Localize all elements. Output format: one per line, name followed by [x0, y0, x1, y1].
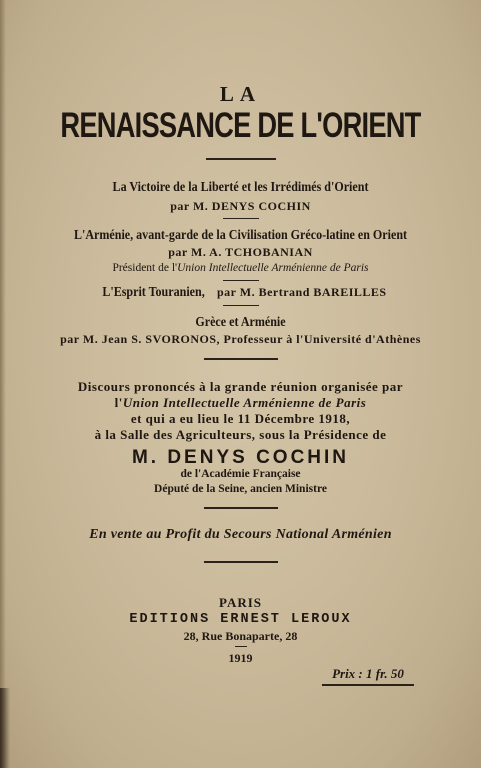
- main-title: RENAISSANCE DE L'ORIENT: [60, 106, 421, 145]
- year-dash: [235, 646, 247, 647]
- discours-line-2: l'Union Intellectuelle Arménienne de Paris: [114, 395, 367, 410]
- publisher-name: EDITIONS ERNEST LEROUX: [129, 612, 352, 627]
- publication-year: 1919: [228, 651, 253, 665]
- publisher-city: PARIS: [218, 595, 263, 610]
- contents-divider-1: [223, 218, 259, 219]
- contents-divider-3: [223, 305, 259, 306]
- sale-notice: En vente au Profit du Secours National Arménien: [89, 527, 392, 542]
- contents-4-title: Grèce et Arménie: [195, 315, 286, 330]
- discours-line-1: Discours prononcés à la grande réunion organisée par: [77, 379, 404, 394]
- contents-end-divider: [204, 358, 278, 360]
- contents-1-author: par M. DENYS COCHIN: [170, 199, 311, 213]
- discours-line-4: à la Salle des Agriculteurs, sous la Présidence de: [94, 427, 387, 442]
- contents-2-author: par M. A. TCHOBANIAN: [168, 245, 313, 259]
- president-depute: Député de la Seine, ancien Ministre: [154, 483, 327, 495]
- discours-divider: [204, 507, 278, 509]
- contents-2-role: Président de l'Union Intellectuelle Arménienne de Paris: [112, 262, 369, 274]
- price-label: Prix : 1 fr. 50: [322, 666, 414, 686]
- title-divider: [206, 158, 276, 160]
- publisher-address: 28, Rue Bonaparte, 28: [183, 629, 298, 643]
- title-article: LA: [219, 82, 262, 106]
- sale-divider: [204, 561, 278, 563]
- page-corner-shadow: [0, 688, 10, 768]
- contents-3: L'Esprit Touranien, par M. Bertrand BAREILLES: [102, 285, 387, 300]
- president-academie: de l'Académie Française: [180, 468, 301, 480]
- president-name: M. DENYS COCHIN: [131, 447, 350, 468]
- contents-divider-2: [223, 280, 259, 281]
- contents-1-title: La Victoire de la Liberté et les Irrédimés d'Orient: [112, 180, 369, 195]
- discours-line-3: et qui a eu lieu le 11 Décembre 1918,: [130, 411, 351, 426]
- contents-4-author: par M. Jean S. SVORONOS, Professeur à l'Université d'Athènes: [60, 332, 421, 346]
- contents-2-title: L'Arménie, avant-garde de la Civilisation Gréco-latine en Orient: [73, 228, 408, 243]
